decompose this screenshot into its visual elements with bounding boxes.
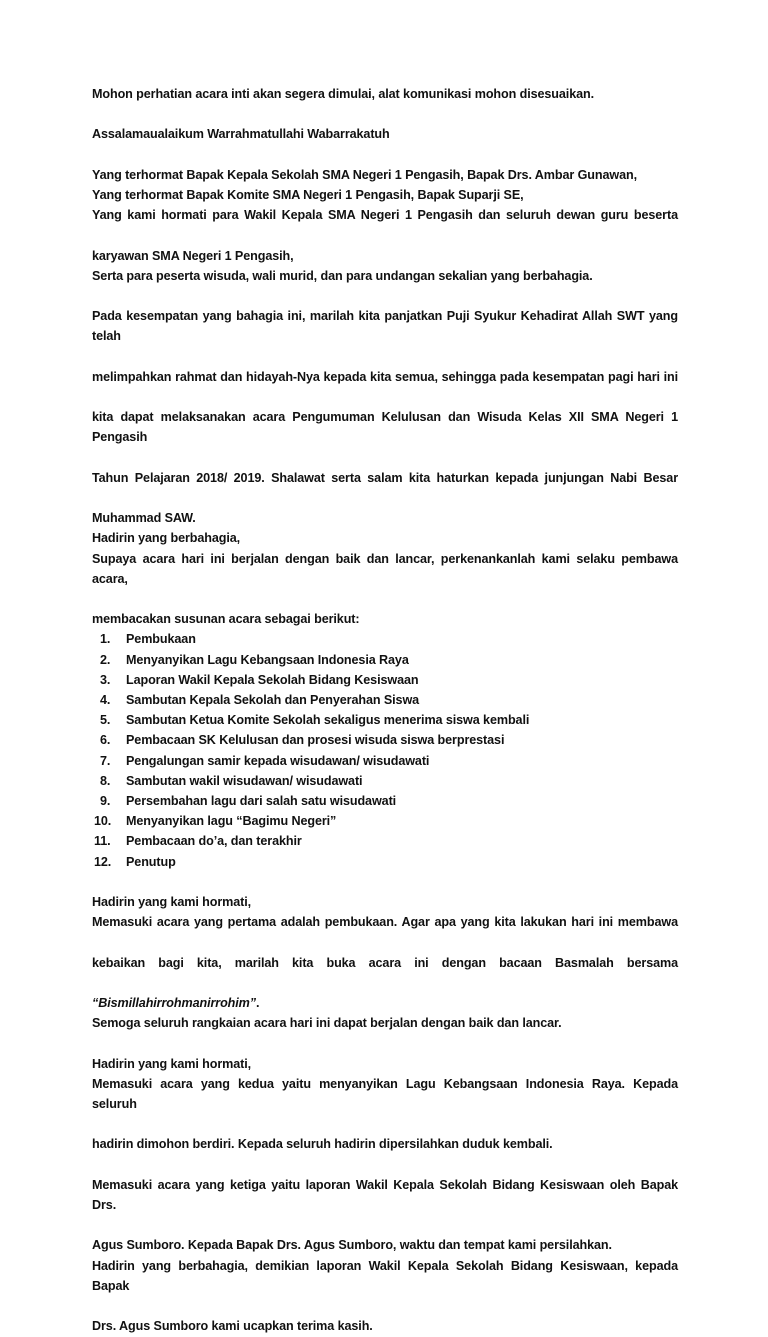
list-item-number: 2. <box>100 652 111 667</box>
anthem-section-salutation: Hadirin yang kami hormati, <box>92 1056 252 1071</box>
list-item <box>92 650 678 670</box>
anthem-section-paragraph <box>92 1074 678 1155</box>
spacer <box>92 1155 678 1175</box>
list-item-number: 6. <box>100 733 111 748</box>
anthem-section-line: hadirin dimohon berdiri. Kepada seluruh hadirin dipersilahkan duduk kembali. <box>92 1137 553 1152</box>
anthem-section-line: Memasuki acara yang kedua yaitu menyanyikan Lagu Kebangsaan Indonesia Raya. Kepada seluruh <box>92 1076 678 1112</box>
opening-notice: Mohon perhatian acara inti akan segera dimulai, alat komunikasi mohon disesuaikan. <box>92 87 594 101</box>
spacer <box>92 872 678 892</box>
basmalah-line <box>92 993 678 1013</box>
list-item-number: 11. <box>94 834 111 849</box>
prayer-line: Tahun Pelajaran 2018/ 2019. Shalawat serta salam kita haturkan kepada junjungan Nabi Besar <box>92 470 678 485</box>
list-item-number: 12. <box>94 854 112 869</box>
list-item-label: Pembukaan <box>126 632 196 647</box>
opening-section-line: kebaikan bagi kita, marilah kita buka acara ini dengan bacaan Basmalah bersama <box>92 955 678 970</box>
honorific-line: Yang kami hormati para Wakil Kepala SMA Negeri 1 Pengasih dan seluruh dewan guru beserta <box>92 208 678 223</box>
agenda-intro-line: Supaya acara hari ini berjalan dengan baik dan lancar, perkenankanlah kami selaku pembawa acara, <box>92 551 678 586</box>
list-item <box>92 852 678 872</box>
report-section-line: Hadirin yang berbahagia, demikian laporan Wakil Kepala Sekolah Bidang Kesiswaan, kepada Bapak <box>92 1258 678 1293</box>
list-item-number: 1. <box>100 632 111 647</box>
list-item-label: Laporan Wakil Kepala Sekolah Bidang Kesiswaan <box>126 672 419 687</box>
list-item-label: Sambutan Kepala Sekolah dan Penyerahan Siswa <box>126 693 420 708</box>
list-item <box>92 730 678 750</box>
list-item <box>92 811 678 831</box>
spacer <box>92 104 678 124</box>
opening-section-paragraph <box>92 912 678 1013</box>
agenda-intro <box>92 549 678 630</box>
list-item-label: Pengalungan samir kepada wisudawan/ wisudawati <box>126 753 430 768</box>
list-item <box>92 751 678 771</box>
opening-section-salutation: Hadirin yang kami hormati, <box>92 895 252 910</box>
report-section-line: Agus Sumboro. Kepada Bapak Drs. Agus Sumboro, waktu dan tempat kami persilahkan. <box>92 1238 612 1253</box>
list-item-number: 4. <box>100 693 111 708</box>
basmalah-tail: . <box>255 996 260 1011</box>
report-section-line: Memasuki acara yang ketiga yaitu laporan Wakil Kepala Sekolah Bidang Kesiswaan oleh Bapak Drs. <box>92 1177 678 1213</box>
document-body <box>92 84 678 1337</box>
list-item-number: 8. <box>100 773 111 788</box>
report-section-paragraph <box>92 1175 678 1337</box>
list-item <box>92 629 678 649</box>
honorifics-block <box>92 165 678 286</box>
list-item <box>92 690 678 710</box>
report-section-line: Drs. Agus Sumboro kami ucapkan terima kasih. <box>92 1319 373 1334</box>
list-item-label: Menyanyikan Lagu Kebangsaan Indonesia Raya <box>126 652 409 667</box>
opening-section-closing: Semoga seluruh rangkaian acara hari ini dapat berjalan dengan baik dan lancar. <box>92 1016 562 1031</box>
honorific-line: Serta para peserta wisuda, wali murid, dan para undangan sekalian yang berbahagia. <box>92 268 593 283</box>
list-item-number: 7. <box>100 753 111 768</box>
basmalah-quote: “Bismillahirrohmanirrohim” <box>92 996 256 1011</box>
list-item <box>92 831 678 851</box>
prayer-paragraph <box>92 306 678 528</box>
list-item-label: Pembacaan do’a, dan terakhir <box>126 834 302 849</box>
prayer-line: melimpahkan rahmat dan hidayah-Nya kepada kita semua, sehingga pada kesempatan pagi hari ini <box>92 369 678 384</box>
list-item <box>92 670 678 690</box>
prayer-line: Pada kesempatan yang bahagia ini, marilah kita panjatkan Puji Syukur Kehadirat Allah SWT yang telah <box>92 309 678 344</box>
list-item <box>92 791 678 811</box>
list-item-label: Sambutan wakil wisudawan/ wisudawati <box>126 773 363 788</box>
agenda-list <box>92 629 678 871</box>
list-item-number: 5. <box>100 713 111 728</box>
spacer <box>92 145 678 165</box>
list-item-label: Penutup <box>126 854 176 869</box>
agenda-intro-line: membacakan susunan acara sebagai berikut: <box>92 612 360 627</box>
list-item-label: Persembahan lagu dari salah satu wisudawati <box>126 794 397 809</box>
list-item-number: 9. <box>100 794 111 809</box>
list-item <box>92 710 678 730</box>
list-item-number: 10. <box>94 814 112 829</box>
list-item-label: Menyanyikan lagu “Bagimu Negeri” <box>126 814 337 829</box>
honorific-line: karyawan SMA Negeri 1 Pengasih, <box>92 248 294 263</box>
spacer <box>92 286 678 306</box>
prayer-line: kita dapat melaksanakan acara Pengumuman Kelulusan dan Wisuda Kelas XII SMA Negeri 1 Pengasih <box>92 410 678 445</box>
prayer-line: Muhammad SAW. <box>92 511 196 526</box>
list-item-number: 3. <box>100 672 111 687</box>
list-item <box>92 771 678 791</box>
opening-section-line: Memasuki acara yang pertama adalah pembukaan. Agar apa yang kita lakukan hari ini membawa <box>92 915 678 930</box>
honorific-line: Yang terhormat Bapak Kepala Sekolah SMA Negeri 1 Pengasih, Bapak Drs. Ambar Gunawan, <box>92 167 637 182</box>
islamic-greeting: Assalamaualaikum Warrahmatullahi Wabarrakatuh <box>92 127 390 142</box>
honorific-line: Yang terhormat Bapak Komite SMA Negeri 1 Pengasih, Bapak Suparji SE, <box>92 187 524 202</box>
audience-salutation: Hadirin yang berbahagia, <box>92 531 241 546</box>
list-item-label: Sambutan Ketua Komite Sekolah sekaligus menerima siswa kembali <box>126 713 530 728</box>
list-item-label: Pembacaan SK Kelulusan dan prosesi wisuda siswa berprestasi <box>126 733 505 748</box>
spacer <box>92 1033 678 1053</box>
